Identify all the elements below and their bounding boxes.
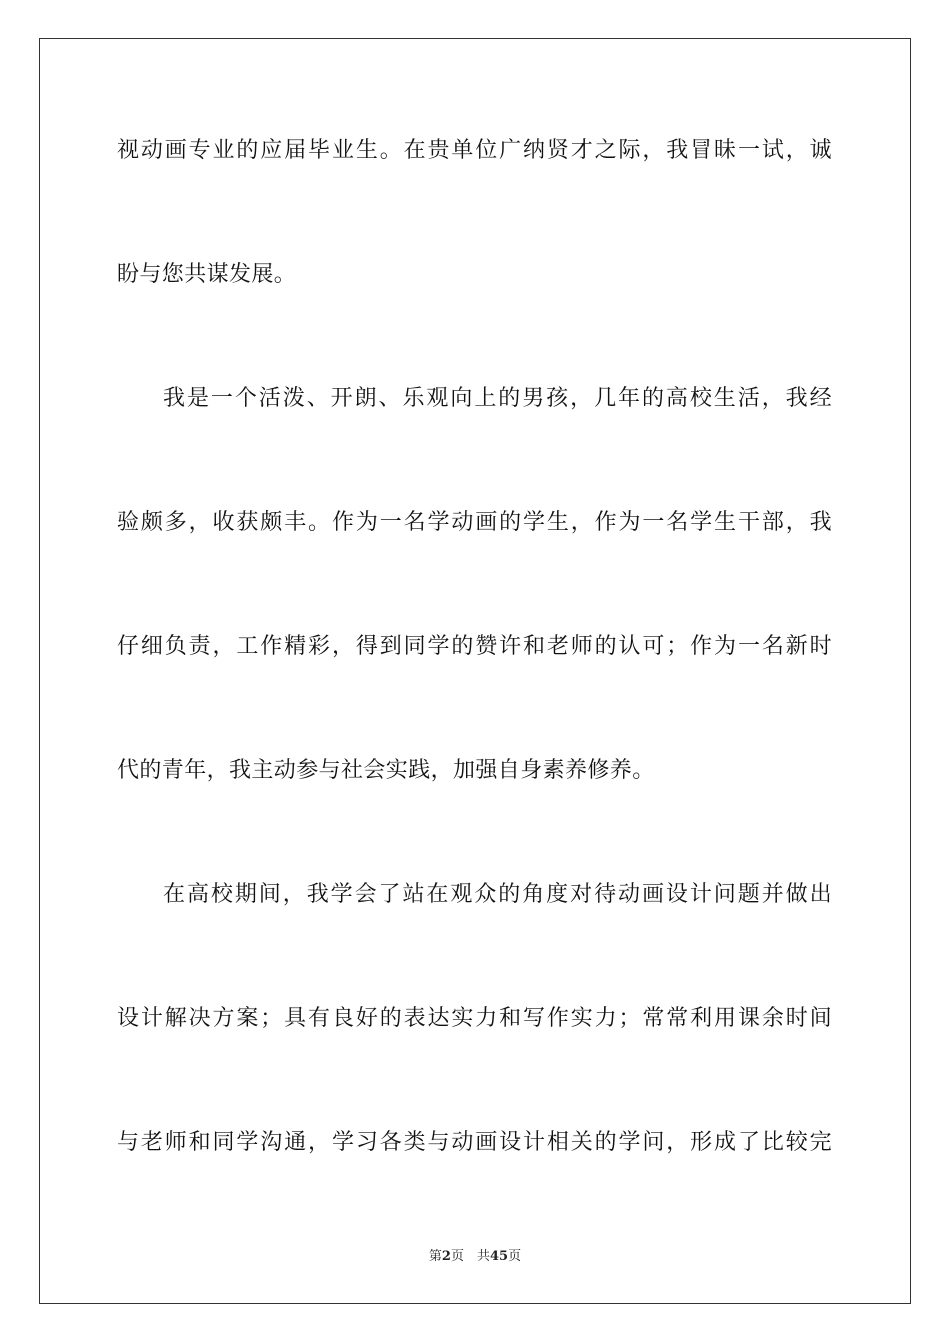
page-prefix: 第	[428, 1249, 442, 1264]
body-line-5: 仔细负责，工作精彩，得到同学的赞许和老师的认可；作为一名新时	[117, 634, 832, 659]
page-footer	[0, 1248, 950, 1266]
page-suffix: 页	[450, 1249, 464, 1264]
body-line-6: 代的青年，我主动参与社会实践，加强自身素养修养。	[117, 758, 655, 783]
body-line-1: 视动画专业的应届毕业生。在贵单位广纳贤才之际，我冒昧一试，诚	[117, 138, 832, 163]
body-line-7: 在高校期间，我学会了站在观众的角度对待动画设计问题并做出	[163, 882, 832, 907]
body-line-9: 与老师和同学沟通，学习各类与动画设计相关的学问，形成了比较完	[117, 1130, 832, 1155]
body-line-4: 验颇多，收获颇丰。作为一名学动画的学生，作为一名学生干部，我	[117, 510, 832, 535]
body-line-3: 我是一个活泼、开朗、乐观向上的男孩，几年的高校生活，我经	[163, 386, 832, 411]
total-pages: 45	[490, 1249, 509, 1264]
page-number: 2	[441, 1249, 451, 1264]
body-line-8: 设计解决方案；具有良好的表达实力和写作实力；常常利用课余时间	[117, 1006, 832, 1031]
page-border	[39, 38, 911, 1304]
total-prefix: 共	[476, 1249, 490, 1264]
total-suffix: 页	[508, 1249, 522, 1264]
body-line-2: 盼与您共谋发展。	[117, 262, 297, 287]
